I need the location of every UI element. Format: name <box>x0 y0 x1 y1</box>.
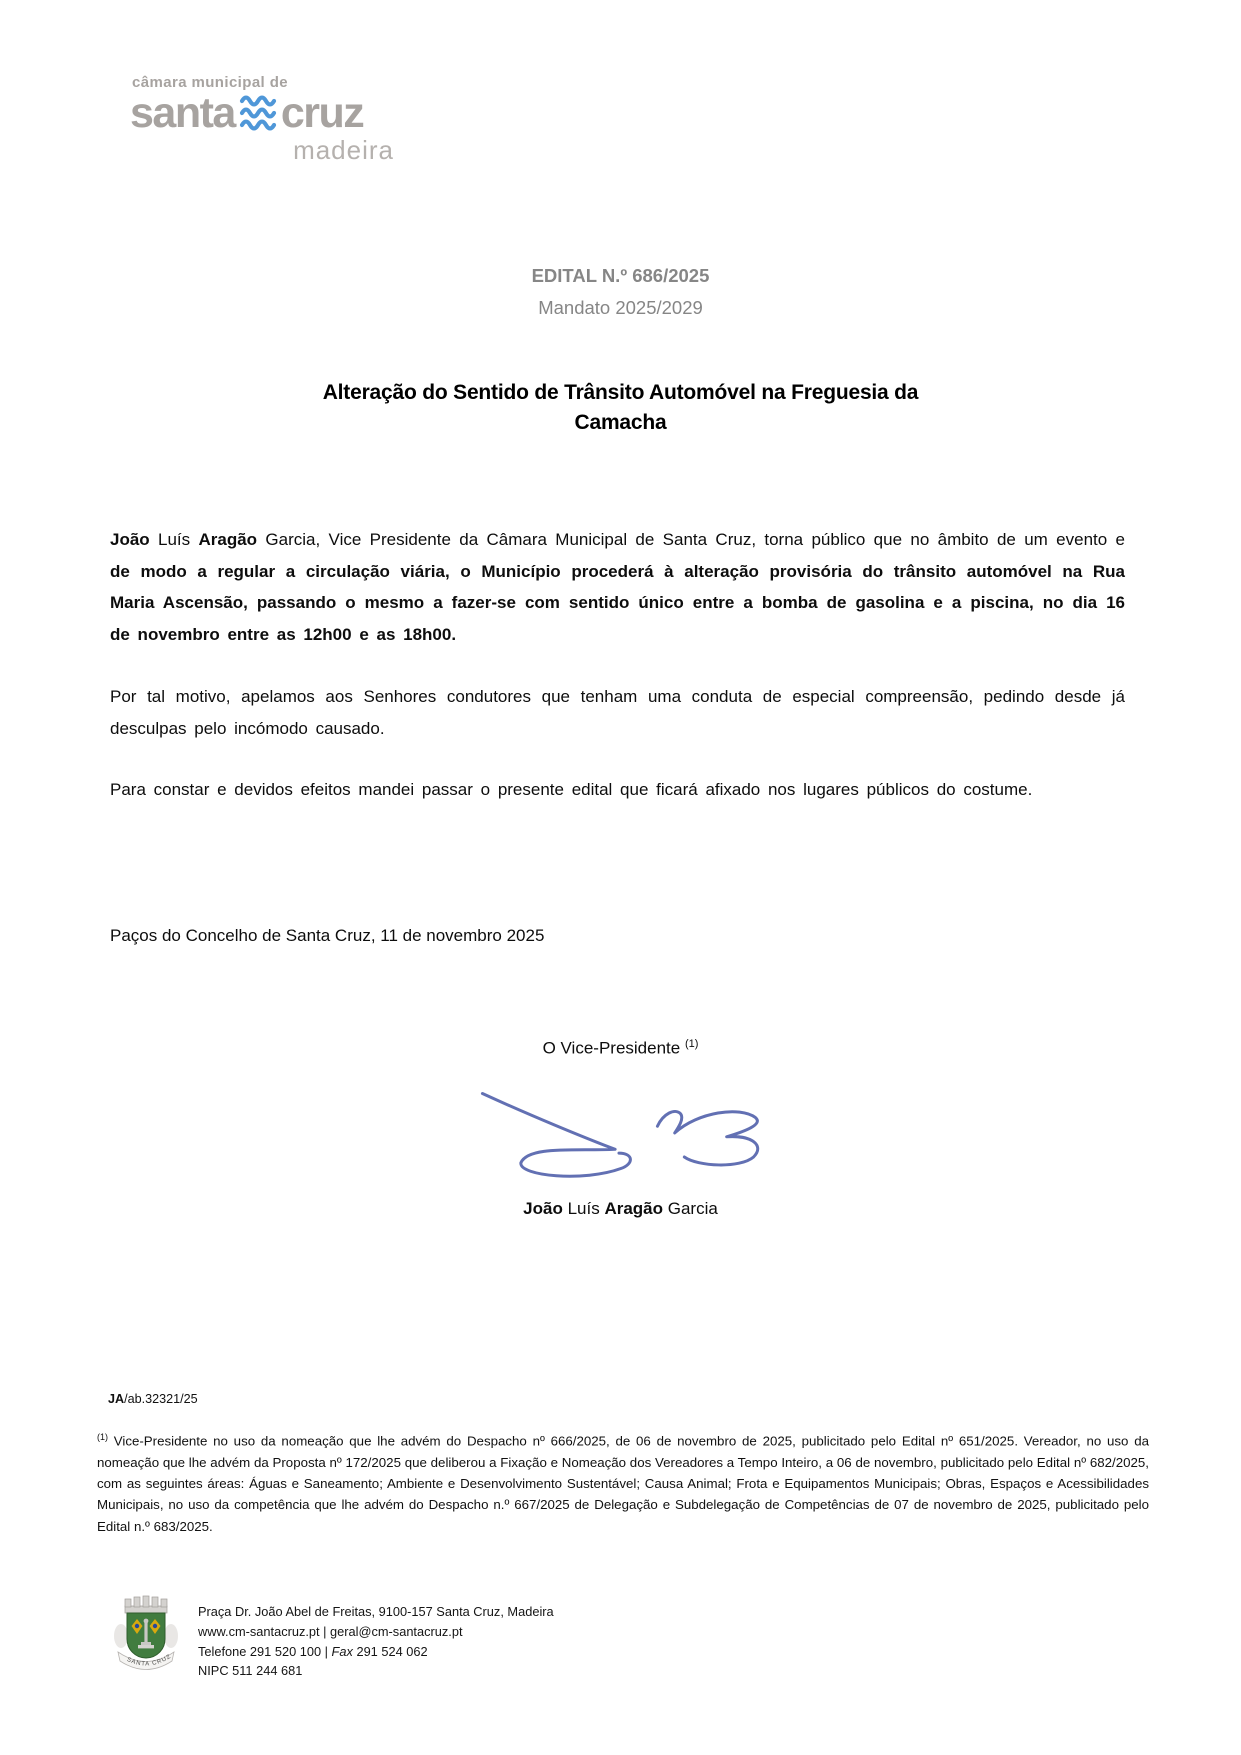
logo-wordmark <box>130 89 394 137</box>
signatory-role-label: O Vice-Presidente <box>542 1038 685 1058</box>
crest-caption: SANTA CRUZ <box>125 1653 173 1668</box>
footnote-reference-superscript: (1) <box>684 1038 699 1050</box>
logo-tagline: madeira <box>293 135 394 165</box>
edital-number: EDITAL N.º 686/2025 <box>531 265 710 286</box>
body-paragraph-appeal: Por tal motivo, apelamos aos Senhores condutores que tenham uma conduta de especial compreensão, pedindo desde já desculpas pelo incómodo causado. <box>110 687 1125 738</box>
place-and-date-line: Paços do Concelho de Santa Cruz, 11 de novembro 2025 <box>110 926 545 945</box>
footer-fax-number: 291 524 062 <box>352 1643 428 1659</box>
document-title <box>0 378 1241 438</box>
footnote <box>97 1427 1149 1537</box>
signatory-name: João Luís Aragão Garcia <box>523 1199 718 1218</box>
footer-web-email: www.cm-santacruz.pt | geral@cm-santacruz.pt <box>198 1623 463 1639</box>
document-header <box>0 260 1241 324</box>
document-title-line2: Camacha <box>574 411 667 434</box>
signatory-role <box>0 1038 1241 1059</box>
logo-word-cruz: cruz <box>280 89 364 137</box>
footnote-text: Vice-Presidente no uso da nomeação que lhe advém do Despacho nº 666/2025, de 06 de novembro de 2025, publicitado pelo Edital nº 651/2025. Vereador, no uso da nomeação que lhe advém da Proposta nº 172/2025 que deliberou a Fixação e Nomeação dos Vereadores a Tempo Inteiro, a 06 de novembro, publicitado pelo Edital nº 682/2025, com as seguintes áreas: Águas e Saneamento; Ambiente e Desenvolvimento Sustentável; Causa Animal; Frota e Equipamentos Municipais; Obras, Espaços e Acessibilidades Municipais, no uso da competência que lhe advém do Despacho n.º 667/2025 de Delegação e Subdelegação de Competências de 07 de novembro de 2025, publicitado pelo Edital n.º 683/2025. <box>97 1433 1149 1534</box>
logo-word-santa: santa <box>130 89 235 137</box>
footer-phone: Telefone 291 520 100 | <box>198 1643 332 1659</box>
waves-icon <box>238 93 278 134</box>
coat-of-arms-icon <box>110 1594 182 1682</box>
signature-scribble-icon <box>468 1082 768 1182</box>
footer-phone-fax <box>198 1642 554 1662</box>
handwritten-signature <box>468 1082 768 1187</box>
document-title-line1: Alteração do Sentido de Trânsito Automóvel na Freguesia da <box>322 381 919 404</box>
page-footer <box>110 1594 554 1682</box>
footer-fax-label: Fax <box>331 1643 353 1659</box>
footnote-ref: (1) <box>97 1432 108 1442</box>
logo-supertitle: câmara municipal de <box>132 74 288 91</box>
footer-contact-block <box>198 1594 554 1681</box>
municipality-logo <box>130 74 394 163</box>
body-paragraph-closing: Para constar e devidos efeitos mandei passar o presente edital que ficará afixado nos lugares públicos do costume. <box>110 780 1033 799</box>
footer-address: Praça Dr. João Abel de Freitas, 9100-157 Santa Cruz, Madeira <box>198 1604 554 1619</box>
body-paragraph-announcement: João Luís Aragão Garcia, Vice Presidente da Câmara Municipal de Santa Cruz, torna público que no âmbito de um evento e de modo a regular a circulação viária, o Município procederá à alteração provisória do trânsito automóvel na Rua Maria Ascensão, passando o mesmo a fazer-se com sentido único entre a bomba de gasolina e a piscina, no dia 16 de novembro entre as 12h00 e as 18h00. <box>110 530 1125 644</box>
mandate-label: Mandato 2025/2029 <box>538 297 703 318</box>
footer-nipc: NIPC 511 244 681 <box>198 1663 303 1679</box>
internal-reference: JA/ab.32321/25 <box>108 1392 198 1406</box>
